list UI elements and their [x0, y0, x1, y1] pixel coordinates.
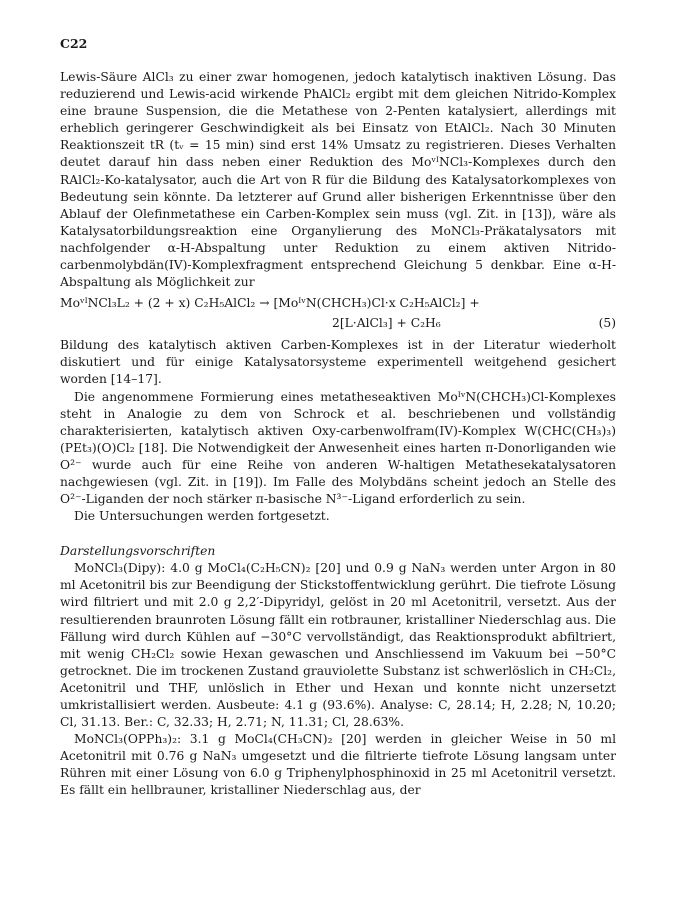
equation-line-1: MoᵛᴵNCl₃L₂ + (2 + x) C₂H₅AlCl₂ → [MoᴵᵛN(CHCH₃)Cl·x C₂H₅AlCl₂] + — [60, 296, 480, 311]
paragraph: Bildung des katalytisch aktiven Carben-Komplexes ist in der Literatur wiederholt diskutiert und für einige Katalysatorsysteme experimentell weitgehend gesichert worden [14–17]. — [60, 338, 616, 387]
page-number: C22 — [60, 36, 88, 51]
page-body — [60, 36, 616, 800]
paragraph: Die angenommene Formierung eines metatheseaktiven MoᴵᵛN(CHCH₃)Cl-Komplexes steht in Analogie zu dem von Schrock et al. beschriebenen und vollständig charakterisierten, katalytisch aktiven Oxy-carbenwolfram(IV)-Komplex W(CHC(CH₃)₃)(PEt₃)(O)Cl₂ [18]. Die Notwendigkeit der Anwesenheit eines harten π-Donorliganden wie O²⁻ wurde auch für eine Reihe von anderen W-haltigen Metathesekatalysatoren nachgewiesen (vgl. Zit. in [19]). Im Falle des Molybdäns scheint jedoch an Stelle des O²⁻-Liganden der noch stärker π-basische N³⁻-Ligand erforderlich zu sein. — [60, 389, 616, 507]
equation-line-2: 2[L·AlCl₃] + C₂H₆ — [332, 316, 441, 331]
paragraph: MoNCl₃(Dipy): 4.0 g MoCl₄(C₂H₅CN)₂ [20] und 0.9 g NaN₃ werden unter Argon in 80 ml Acetonitril bis zur Beendigung der Stickstoffentwicklung gerührt. Die tiefrote Lösung wird filtriert und mit 2.0 g 2,2′-Dipyridyl, gelöst in 20 ml Acetonitril, versetzt. Aus der resultierenden braunroten Lösung fällt ein rotbrauner, kristalliner Niederschlag aus. Die Fällung wird durch Kühlen auf −30°C vervollständigt, das Reaktionsprodukt abfiltriert, mit wenig CH₂Cl₂ sowie Hexan gewaschen und Anschliessend im Vakuum bei −50°C getrocknet. Die im trockenen Zustand grauviolette Substanz ist schwerlöslich in CH₂Cl₂, Acetonitril und THF, unlöslich in Ether und Hexan und konnte nicht unzersetzt umkristallisiert werden. Ausbeute: 4.1 g (93.6%). Analyse: C, 28.14; H, 2.28; N, 10.20; Cl, 31.13. Ber.: C, 32.33; H, 2.71; N, 11.31; Cl, 28.63%. — [60, 561, 616, 730]
section-gap — [60, 525, 616, 543]
equation-number: (5) — [598, 316, 616, 331]
paragraph: MoNCl₃(OPPh₃)₂: 3.1 g MoCl₄(CH₃CN)₂ [20] werden in gleicher Weise in 50 ml Acetonitril mit 0.76 g NaN₃ umgesetzt und die filtrierte tiefrote Lösung langsam unter Rühren mit einer Lösung von 6.0 g Triphenylphosphinoxid in 25 ml Acetonitril versetzt. Es fällt ein hellbrauner, kristalliner Niederschlag aus, der — [60, 732, 616, 798]
equation-5 — [60, 293, 616, 333]
paragraph: Die Untersuchungen werden fortgesetzt. — [74, 509, 330, 524]
paragraph-top: Lewis-Säure AlCl₃ zu einer zwar homogenen, jedoch katalytisch inaktiven Lösung. Das reduzierend und Lewis-acid wirkende PhAlCl₂ ergibt mit dem gleichen Nitrido-Komplex eine braune Suspension, die die Metathese von 2-Penten katalysiert, allerdings mit erheblich geringerer Geschwindigkeit als bei Einsatz von EtAlCl₂. Nach 30 Minuten Reaktionszeit tR (tᵥ = 15 min) sind erst 14% Umsatz zu registrieren. Dieses Verhalten deutet darauf hin dass neben einer Reduktion des MoᵛᴵNCl₃-Komplexes durch den RAlCl₂-Ko-katalysator, auch die Art von R für die Bildung des Katalysatorkomplexes von Bedeutung sein könnte. Da letzterer auf Grund aller bisherigen Erkenntnisse über den Ablauf der Olefinmetathese ein Carben-Komplex sein muss (vgl. Zit. in [13]), wäre als Katalysatorbildungsreaktion eine Organylierung des MoNCl₃-Präkatalysators mit nachfolgender α-H-Abspaltung unter Reduktion zu einem aktiven Nitrido-carbenmolybdän(IV)-Komplexfragment entsprechend Gleichung 5 denkbar. Eine α-H-Abspaltung als Möglichkeit zur — [60, 70, 616, 290]
section-title: Darstellungsvorschriften — [60, 544, 216, 559]
